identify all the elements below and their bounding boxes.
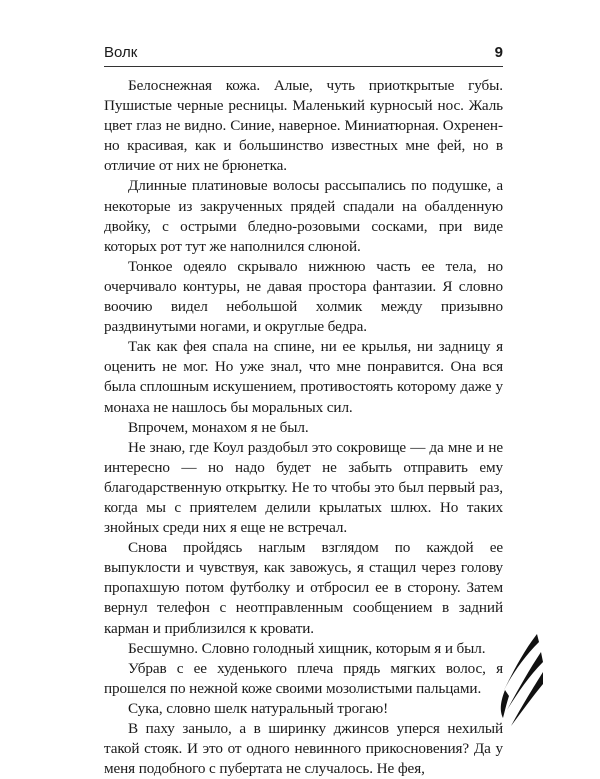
header-rule — [104, 66, 503, 67]
page-number: 9 — [494, 44, 503, 61]
paragraph: Белоснежная кожа. Алые, чуть приоткрытые губы. Пушистые черные ресницы. Маленький курносый нос. Жаль цвет глаз не видно. Синие, наверное. Миниатюрная. Охрененно красивая, как и большинство известных мне фей, но в отличие от них не брюнетка. — [104, 77, 503, 175]
paragraph: Бесшумно. Словно голодный хищник, которым я и был. — [128, 639, 486, 657]
paragraph: Длинные платиновые волосы рассыпались по подушке, а некоторые из закрученных прядей спадали на обалденную двойку, с острыми бледно-розовыми сосками, при виде которых рот тут же наполнился слюной. — [104, 177, 503, 255]
running-header — [104, 44, 503, 64]
paragraph: Сука, словно шелк натуральный трогаю! — [128, 699, 389, 717]
paragraph: Впрочем, монахом я не был. — [128, 418, 309, 436]
body-text — [104, 76, 503, 779]
paragraph: В паху заныло, а в ширинку джинсов уперся нехилый такой стояк. И это от одного невинного прикосновения? Да у меня подобного с пубертата не случалось. Не фея, — [104, 720, 503, 778]
paragraph: Снова пройдясь наглым взглядом по каждой ее выпуклости и чувствуя, как завожусь, я стащил через голову пропахшую потом футболку и отбросил ее в сторону. Затем вернул телефон с неотправленным сообщением в задний карман и приблизился к кровати. — [104, 539, 503, 637]
chapter-title: Волк — [104, 44, 138, 61]
paragraph: Так как фея спала на спине, ни ее крылья, ни задницу я оценить не мог. Но уже знал, что мне понравится. Она вся была сплошным искушением, противостоять которому даже у монаха не нашлось бы моральных сил. — [104, 338, 503, 416]
paragraph: Убрав с ее худенького плеча прядь мягких волос, я прошелся по нежной коже своими мозолистыми пальцами. — [104, 659, 503, 697]
paragraph: Тонкое одеяло скрывало нижнюю часть ее тела, но очерчивало контуры, не давая простора фантазии. Я словно воочию видел небольшой холмик между призывно раздвинутыми ногами, и округлые бедра. — [104, 257, 503, 336]
paragraph: Не знаю, где Коул раздобыл это сокровище — да мне и не интересно — но надо будет не забыть отправить ему благодарственную открытку. Не то чтобы это был первый раз, когда мы с приятелем делили крылатых шлюх. Но таких знойных среди них я еще не встречал. — [104, 438, 503, 537]
claw-marks-icon — [493, 630, 543, 730]
